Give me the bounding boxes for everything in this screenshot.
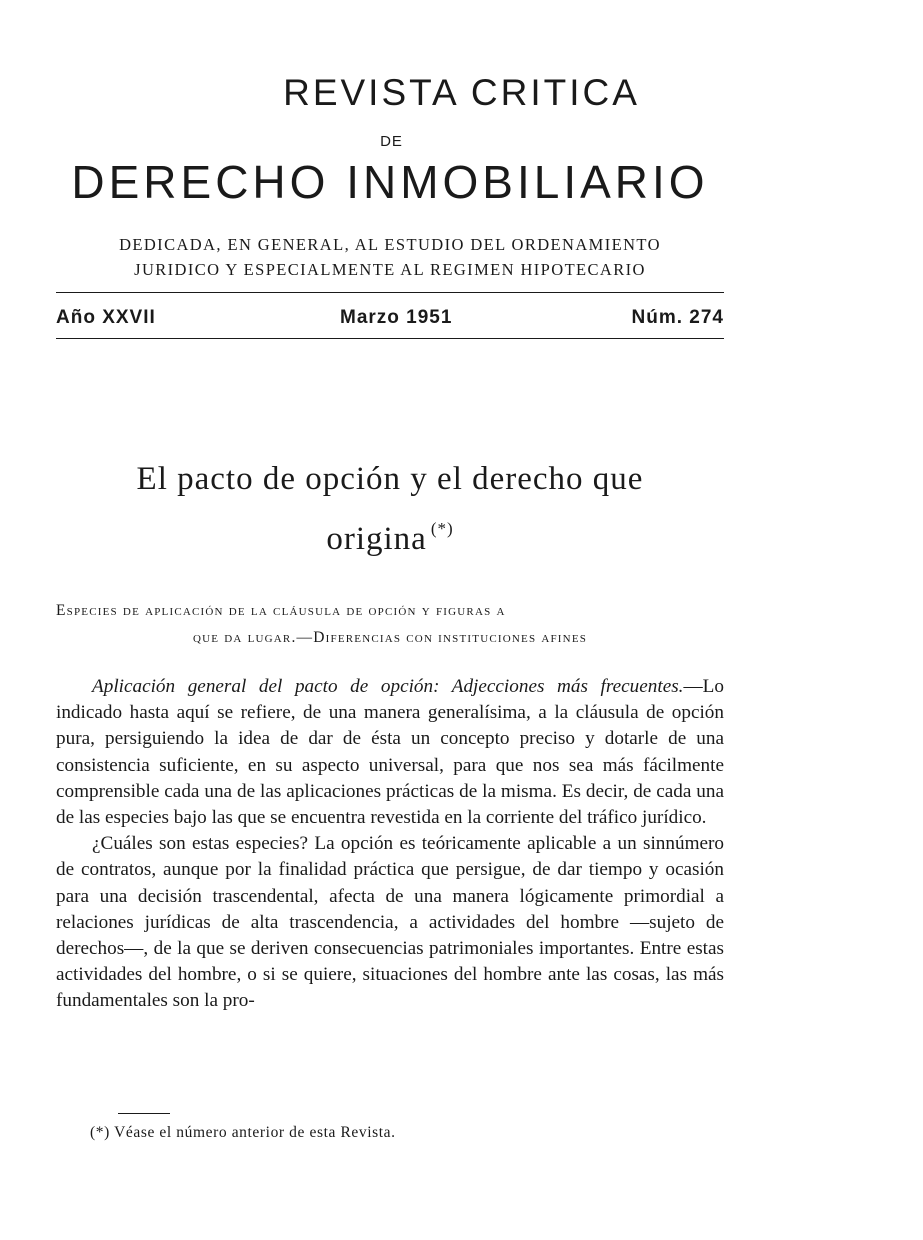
header-rule-top xyxy=(56,292,724,293)
section-heading-line: que da lugar.—Diferencias con instituciones afines xyxy=(192,629,588,646)
journal-description-line: JURIDICO Y ESPECIALMENTE AL REGIMEN HIPOTECARIO xyxy=(134,260,646,279)
issue-date: Marzo 1951 xyxy=(340,307,453,328)
article-body xyxy=(56,674,724,1015)
paragraph-text: ¿Cuáles son estas especies? La opción es teóricamente aplicable a un sinnúmero de contratos, aunque por la finalidad práctica que persigue, de dar tiempo y ocasión para una decisión trascendental, afecta de una manera lógicamente primordial a relaciones jurídicas de alta trascendencia, a actividades del hombre —sujeto de derechos—, de la que se deriven consecuencias patrimoniales importantes. Entre estas actividades del hombre, o si se quiere, situaciones del hombre ante las cosas, las más fundamentales son la pro- xyxy=(56,833,724,1012)
journal-subject: DERECHO INMOBILIARIO xyxy=(71,156,709,208)
journal-description xyxy=(56,232,724,282)
article-title-line: El pacto de opción y el derecho que xyxy=(136,461,644,497)
paragraph-text: —Lo indicado hasta aquí se refiere, de una manera generalísima, a la cláusula de opción pura, persiguiendo la idea de dar de ésta un concepto preciso y dotarle de una consistencia suficiente, en su aspecto universal, para que nos sea más fácilmente comprensible cada una de las aplicaciones prácticas de la misma. Es decir, de cada una de las especies bajo las que se encuentra revestida en la corriente del tráfico jurídico. xyxy=(56,676,724,829)
journal-title-connector: DE xyxy=(380,133,403,150)
journal-title: REVISTA CRITICA xyxy=(283,72,640,113)
journal-description-line: DEDICADA, EN GENERAL, AL ESTUDIO DEL ORDENAMIENTO xyxy=(119,235,661,254)
section-heading xyxy=(56,597,724,651)
footnote-rule xyxy=(118,1113,170,1114)
section-heading-line: Especies de aplicación de la cláusula de opción y figuras a xyxy=(56,602,506,619)
paragraph-run-in-heading: Aplicación general del pacto de opción: Adjecciones más frecuentes. xyxy=(92,676,684,697)
footnote: (*) Véase el número anterior de esta Revista. xyxy=(90,1124,396,1141)
header-rule-bottom xyxy=(56,338,724,339)
article-title xyxy=(56,454,724,564)
body-paragraph xyxy=(56,831,724,1014)
issue-number: Núm. 274 xyxy=(631,307,724,328)
issue-year: Año XXVII xyxy=(56,307,156,328)
article-title-line: origina xyxy=(326,521,427,557)
footnote-marker: (*) xyxy=(430,519,454,538)
body-paragraph xyxy=(56,674,724,831)
